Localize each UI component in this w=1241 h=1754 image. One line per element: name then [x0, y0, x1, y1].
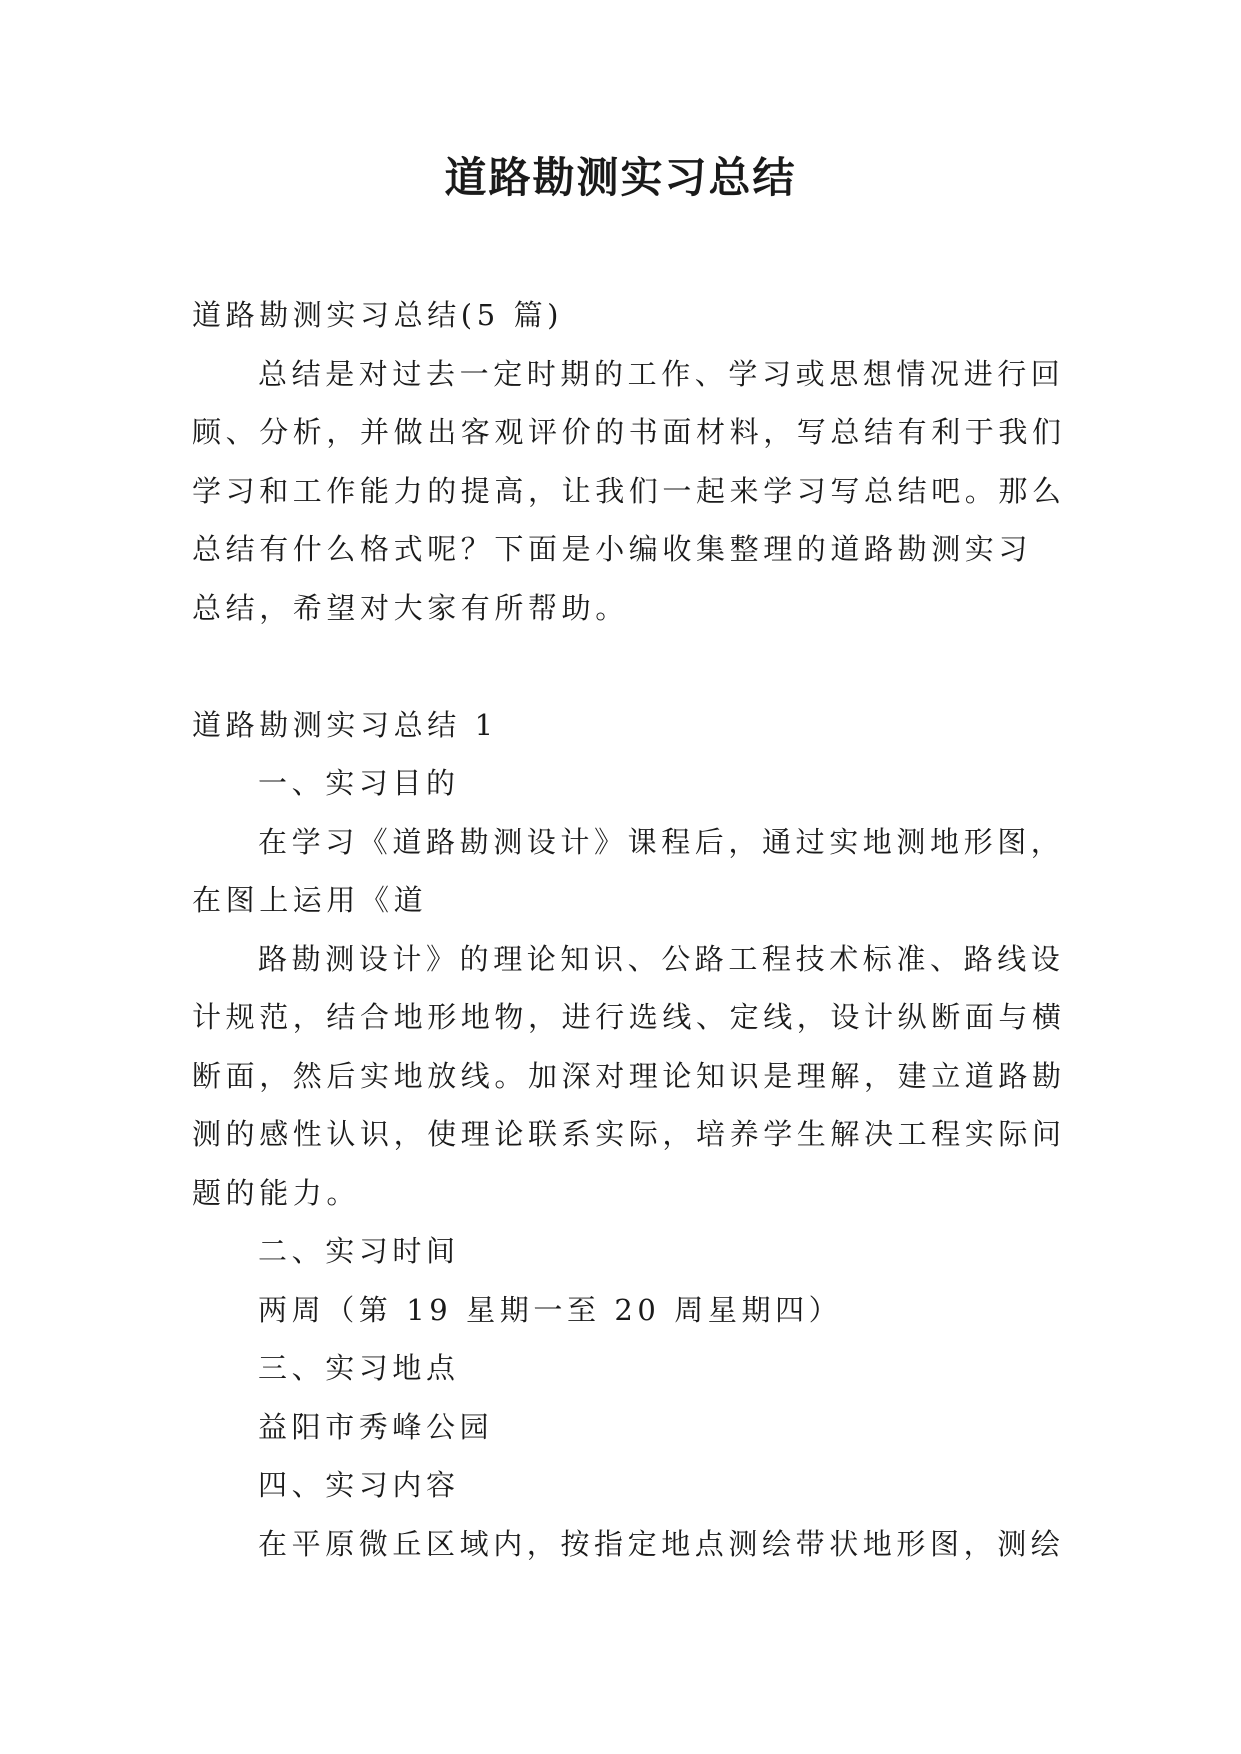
text-line: 在平原微丘区域内，按指定地点测绘带状地形图，测绘: [258, 1526, 1065, 1561]
document-title: 道路勘测实习总结: [444, 153, 797, 202]
text-line: 三、实习地点: [258, 1351, 460, 1385]
text-line: 益阳市秀峰公园: [258, 1409, 494, 1444]
document-body: [192, 286, 1066, 1573]
text-line: 路勘测设计》的理论知识、公路工程技术标准、路线设: [258, 941, 1065, 976]
paragraph-gap: [192, 637, 1052, 696]
text-line: 道路勘测实习总结(5 篇): [192, 298, 564, 332]
text-line: 总结是对过去一定时期的工作、学习或思想情况进行回: [258, 356, 1065, 391]
text-line: 学习和工作能力的提高，让我们一起来学习写总结吧。那么: [192, 473, 1066, 508]
text-line: 顾、分析，并做出客观评价的书面材料，写总结有利于我们: [192, 415, 1066, 449]
text-line: 在学习《道路勘测设计》课程后，通过实地测地形图，: [258, 824, 1065, 859]
text-line: 题的能力。: [192, 1175, 361, 1210]
text-line: 二、实习时间: [258, 1234, 460, 1268]
text-line: 两周（第 19 星期一至 20 周星期四）: [258, 1292, 843, 1327]
text-line: 断面，然后实地放线。加深对理论知识是理解，建立道路勘: [192, 1058, 1066, 1093]
text-line: 总结，希望对大家有所帮助。: [192, 590, 629, 625]
text-line: 一、实习目的: [258, 766, 460, 800]
text-line: 在图上运用《道: [192, 883, 428, 917]
text-line: 道路勘测实习总结 1: [192, 707, 498, 742]
text-line: 四、实习内容: [258, 1468, 460, 1502]
text-line: 测的感性认识，使理论联系实际，培养学生解决工程实际问: [192, 1117, 1066, 1151]
text-line: 总结有什么格式呢？下面是小编收集整理的道路勘测实习: [192, 532, 1033, 566]
text-line: 计规范，结合地形地物，进行选线、定线，设计纵断面与横: [192, 1000, 1066, 1034]
